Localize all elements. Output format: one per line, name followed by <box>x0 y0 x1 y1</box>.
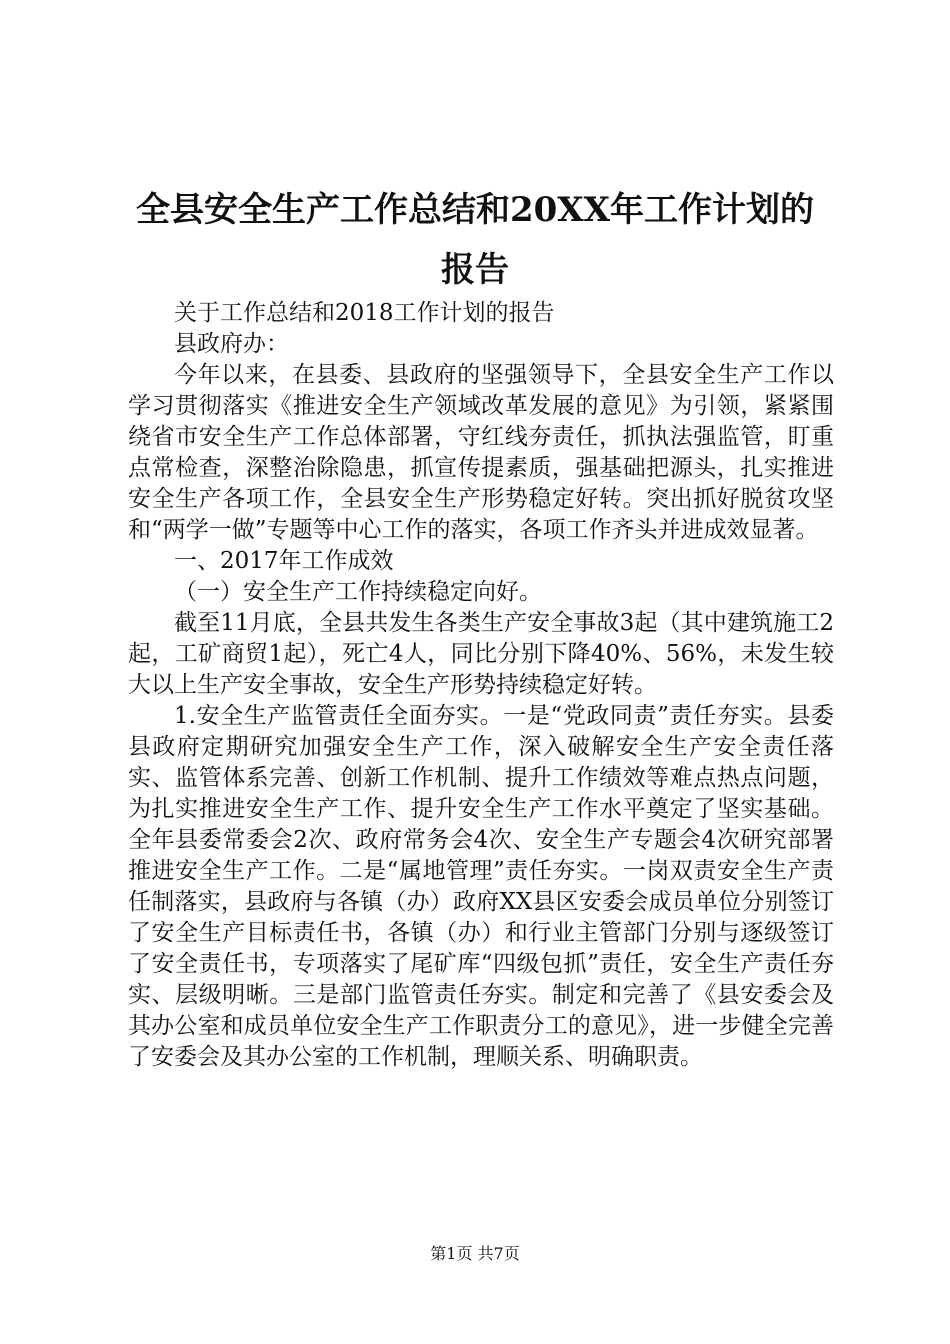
document-title-line-2: 报告 <box>441 250 509 290</box>
document-body <box>128 298 834 1073</box>
document-title-line-1: 全县安全生产工作总结和20XX年工作计划的 <box>135 190 815 230</box>
paragraph-subject: 关于工作总结和2018工作计划的报告 <box>174 300 555 326</box>
subsection-heading: （一）安全生产工作持续稳定向好。 <box>174 579 542 605</box>
section-heading: 一、2017年工作成效 <box>174 548 394 574</box>
paragraph-recipient: 县政府办： <box>174 331 289 357</box>
paragraph-statistics: 截至11月底，全县共发生各类生产安全事故3起（其中建筑施工2起，工矿商贸1起），死亡4人，同比分别下降40%、56%，未发生较大以上生产安全事故，安全生产形势持续稳定好转。 <box>128 610 834 698</box>
paragraph-intro: 今年以来，在县委、县政府的坚强领导下，全县安全生产工作以学习贯彻落实《推进安全生产领域改革发展的意见》为引领，紧紧围绕省市安全生产工作总体部署，守红线夯责任，抓执法强监管，盯重点常检查，深整治除隐患，抓宣传提素质，强基础把源头，扎实推进安全生产各项工作，全县安全生产形势稳定好转。突出抓好脱贫攻坚和“两学一做”专题等中心工作的落实，各项工作齐头并进成效显著。 <box>128 362 834 543</box>
paragraph-responsibility: 1.安全生产监管责任全面夯实。一是“党政同责”责任夯实。县委县政府定期研究加强安全生产工作，深入破解安全生产安全责任落实、监管体系完善、创新工作机制、提升工作绩效等难点热点问题，为扎实推进安全生产工作、提升安全生产工作水平奠定了坚实基础。全年县委常委会2次、政府常务会4次、安全生产专题会4次研究部署推进安全生产工作。二是“属地管理”责任夯实。一岗双责安全生产责任制落实，县政府与各镇（办）政府XX县区安委会成员单位分别签订了安全生产目标责任书，各镇（办）和行业主管部门分别与逐级签订了安全责任书，专项落实了尾矿库“四级包抓”责任，安全生产责任夯实、层级明晰。三是部门监管责任夯实。制定和完善了《县安委会及其办公室和成员单位安全生产工作职责分工的意见》，进一步健全完善了安委会及其办公室的工作机制，理顺关系、明确职责。 <box>128 703 834 1070</box>
page-number-footer: 第1页 共7页 <box>430 1244 520 1263</box>
